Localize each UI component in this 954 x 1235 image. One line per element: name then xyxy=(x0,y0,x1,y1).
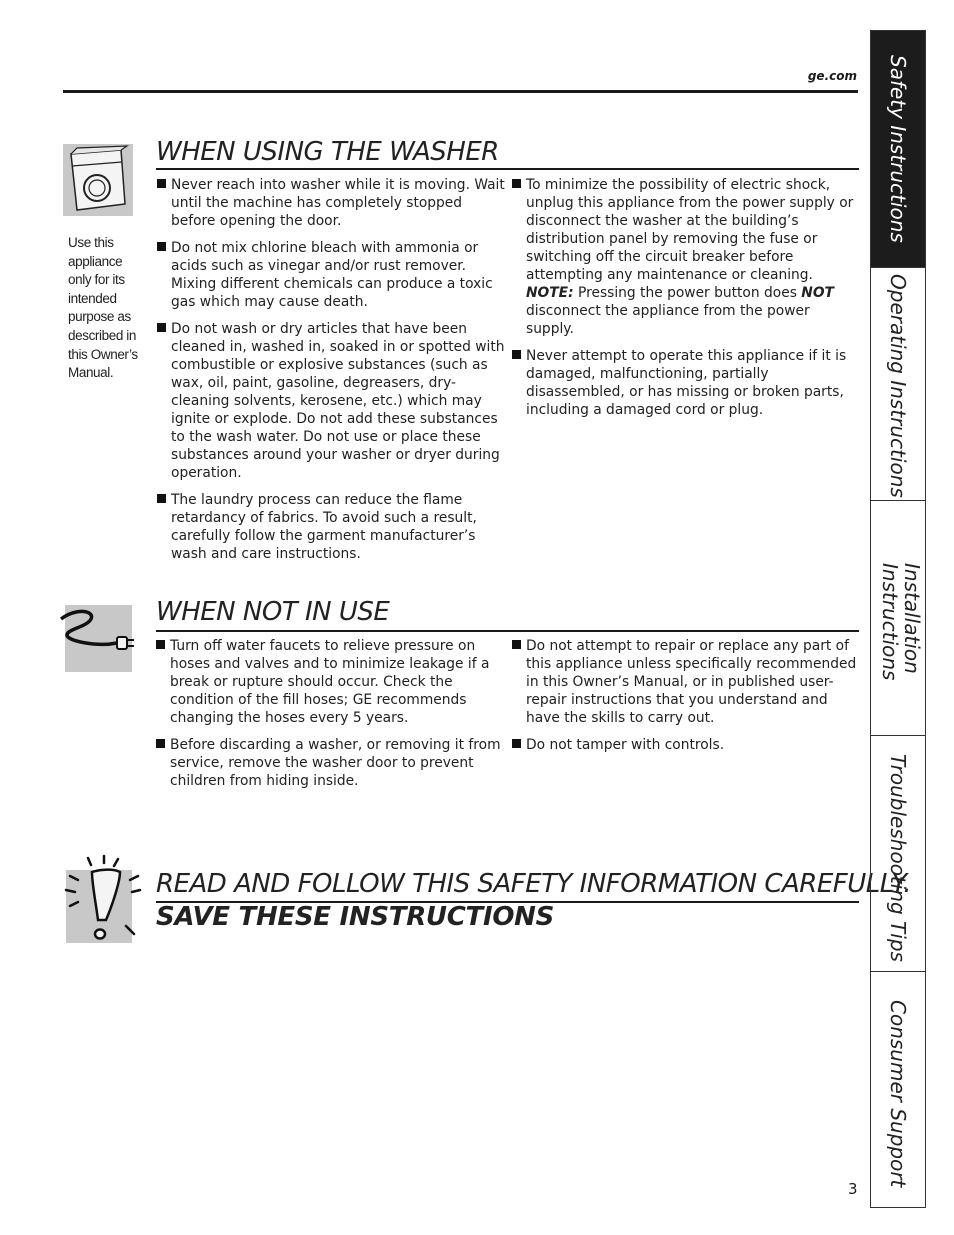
page-number: 3 xyxy=(848,1180,858,1198)
site-url: ge.com xyxy=(807,69,857,83)
bullet-item: Never attempt to operate this appliance if it is damaged, malfunctioning, partially disassembled, or has missing or broken parts, including a damaged cord or plug. xyxy=(512,347,858,419)
section-title-not-in-use: WHEN NOT IN USE xyxy=(156,597,390,627)
bullet-square-icon xyxy=(512,350,521,359)
bullet-square-icon xyxy=(157,494,166,503)
bullet-square-icon xyxy=(512,739,521,748)
bullet-item: To minimize the possibility of electric shock, unplug this appliance from the power supply or disconnect the washer at the building’s distribution panel by removing the fuse or switching off the circuit breaker before attempting any maintenance or cleaning. NOTE: Pressing the power button does NOT disconnect the appliance from the power supply. xyxy=(512,176,858,338)
bullet-item: Turn off water faucets to relieve pressure on hoses and valves and to minimize leakage if a break or rupture should occur. Check the condition of the fill hoses; GE recommends changing the hoses every 5 years. xyxy=(156,637,504,727)
bullet-square-icon xyxy=(157,323,166,332)
washer-left-column xyxy=(157,176,505,572)
bullet-square-icon xyxy=(512,640,521,649)
tab-safety-instructions[interactable]: Safety Instructions xyxy=(871,31,925,268)
not-in-use-right-column xyxy=(512,637,858,763)
bullet-item: Never reach into washer while it is moving. Wait until the machine has completely stopped before opening the door. xyxy=(157,176,505,230)
washer-icon xyxy=(63,144,133,216)
washer-right-column xyxy=(512,176,858,428)
header-rule xyxy=(63,90,858,93)
section-title-washer: WHEN USING THE WASHER xyxy=(156,137,499,167)
bullet-item: Do not tamper with controls. xyxy=(512,736,858,754)
bullet-square-icon xyxy=(156,739,165,748)
section-rule-not-in-use xyxy=(156,630,859,632)
tab-troubleshooting-tips[interactable]: Troubleshooting Tips xyxy=(871,736,925,972)
not-in-use-left-column xyxy=(156,637,504,799)
bullet-item: Before discarding a washer, or removing it from service, remove the washer door to prevent children from hiding inside. xyxy=(156,736,504,790)
safety-banner-line1: READ AND FOLLOW THIS SAFETY INFORMATION CAREFULLY. xyxy=(156,869,912,899)
note-label: NOTE: xyxy=(526,285,574,301)
bullet-item: Do not mix chlorine bleach with ammonia or acids such as vinegar and/or rust remover. Mixing different chemicals can produce a toxic gas which may cause death. xyxy=(157,239,505,311)
bullet-square-icon xyxy=(157,179,166,188)
section-rule-washer xyxy=(156,168,859,170)
warning-exclamation-icon xyxy=(66,870,132,943)
usage-sidenote: Use this appliance only for its intended purpose as described in this Owner’s Manual. xyxy=(68,235,138,381)
bullet-item: The laundry process can reduce the flame retardancy of fabrics. To avoid such a result, carefully follow the garment manufacturer’s wash and care instructions. xyxy=(157,491,505,563)
not-emphasis: NOT xyxy=(801,285,834,301)
tab-consumer-support[interactable]: Consumer Support xyxy=(886,1000,910,1188)
safety-banner-line2: SAVE THESE INSTRUCTIONS xyxy=(156,902,555,932)
tab-installation-instructions[interactable]: Installation Instructions xyxy=(871,501,925,736)
bullet-item: Do not wash or dry articles that have been cleaned in, washed in, soaked in or spotted with combustible or explosive substances (such as wax, oil, paint, gasoline, degreasers, dry-cleaning solvents, kerosene, etc.) which may ignite or explode. Do not add these substances to the wash water. Do not use or place these substances around your washer or dryer during operation. xyxy=(157,320,505,482)
bullet-square-icon xyxy=(157,242,166,251)
bullet-square-icon xyxy=(156,640,165,649)
tab-operating-instructions[interactable]: Operating Instructions xyxy=(871,268,925,501)
bullet-square-icon xyxy=(512,179,521,188)
bullet-item: Do not attempt to repair or replace any part of this appliance unless specifically recommended in this Owner’s Manual, or in published user-repair instructions that you understand and have the skills to carry out. xyxy=(512,637,858,727)
power-cord-plug-icon xyxy=(65,605,132,672)
section-tabs xyxy=(870,30,926,1208)
